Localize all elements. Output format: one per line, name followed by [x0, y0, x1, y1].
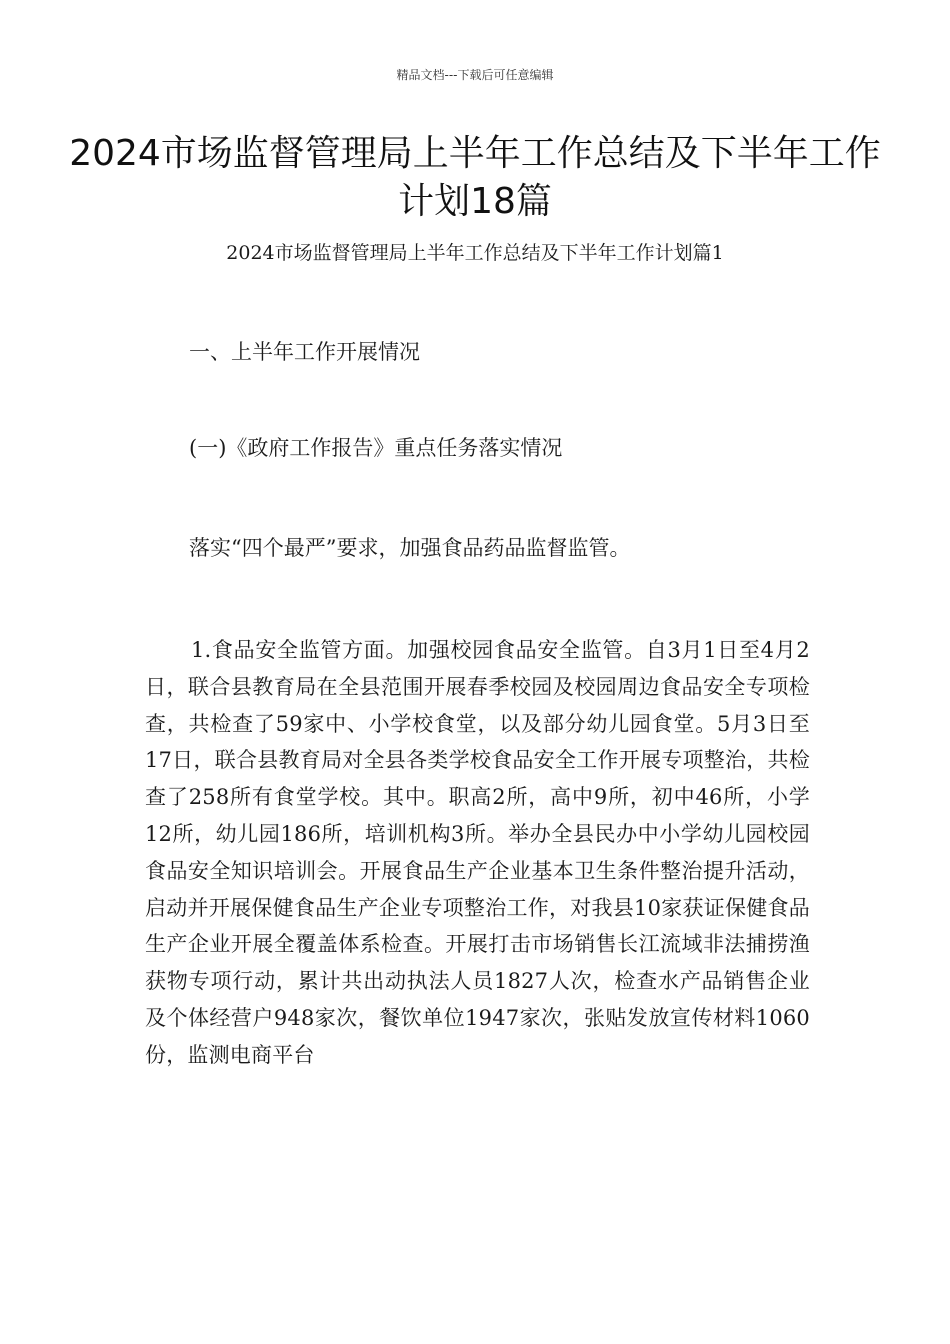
body-paragraph: 1.食品安全监管方面。加强校园食品安全监管。自3月1日至4月2日，联合县教育局在全县范围开展春季校园及校园周边食品安全专项检查，共检查了59家中、小学校食堂，以及部分幼儿园食堂。5月3日至17日，联合县教育局对全县各类学校食品安全工作开展专项整治，共检查了258所有食堂学校。其中。职高2所，高中9所，初中46所，小学12所，幼儿园186所，培训机构3所。举办全县民办中小学幼儿园校园食品安全知识培训会。开展食品生产企业基本卫生条件整治提升活动，启动并开展保健食品生产企业专项整治工作，对我县10家获证保健食品生产企业开展全覆盖体系检查。开展打击市场销售长江流域非法捕捞渔获物专项行动，累计共出动执法人员1827人次，检查水产品销售企业及个体经营户948家次，餐饮单位1947家次，张贴发放宣传材料1060份，监测电商平台	[145, 638, 810, 1067]
section-heading-1: 一、上半年工作开展情况	[189, 340, 420, 364]
header-note: 精品文档---下载后可任意编辑	[396, 68, 554, 82]
section-heading-2: (一)《政府工作报告》重点任务落实情况	[189, 436, 563, 460]
document-subtitle: 2024市场监督管理局上半年工作总结及下半年工作计划篇1	[226, 242, 724, 264]
intro-paragraph: 落实“四个最严”要求，加强食品药品监督监管。	[189, 536, 631, 560]
document-title: 2024市场监督管理局上半年工作总结及下半年工作计划18篇	[69, 133, 881, 222]
